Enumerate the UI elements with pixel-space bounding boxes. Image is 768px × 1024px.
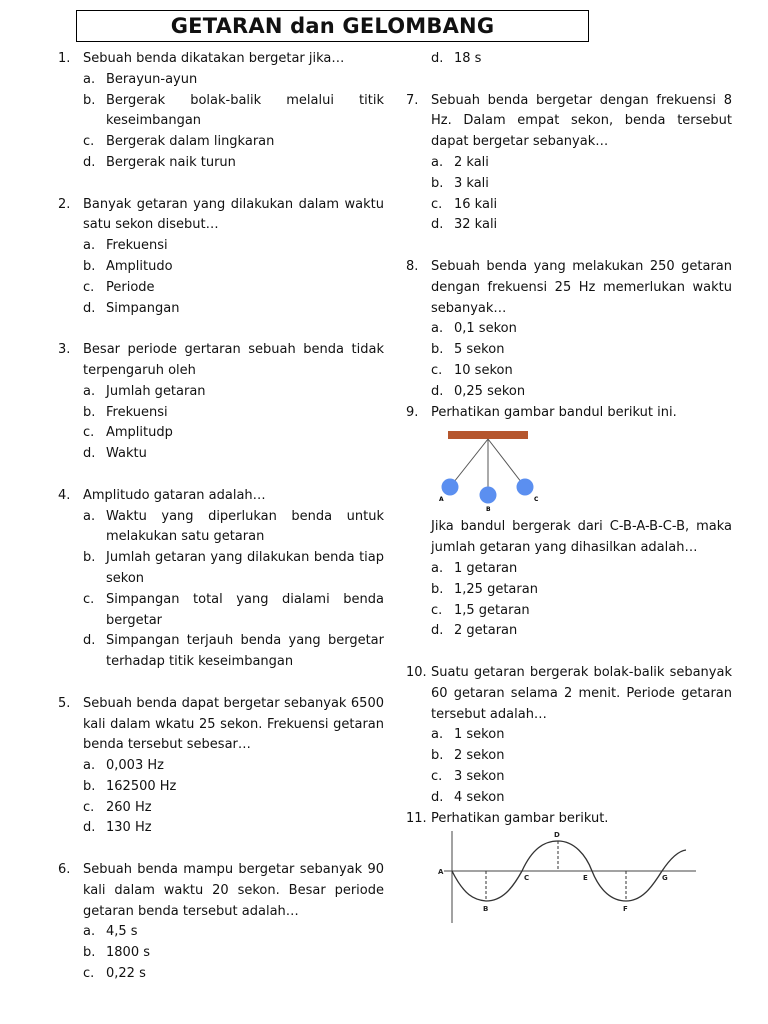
option-letter: d.: [83, 820, 96, 836]
option-letter: a.: [83, 383, 96, 399]
option-item: [431, 725, 732, 746]
option-text: 10 sekon: [454, 362, 513, 378]
option-letter: a.: [83, 508, 96, 524]
pendulum-support-bar: [448, 431, 528, 439]
option-text: 3 kali: [454, 175, 489, 191]
option-item: [83, 590, 384, 632]
question-5: [58, 694, 384, 756]
option-text: 4,5 s: [106, 924, 138, 940]
option-item: [83, 236, 384, 257]
question-number: 9.: [406, 404, 419, 420]
question-text-2: Jika bandul bergerak dari C-B-A-B-C-B, maka jumlah getaran yang dihasilkan adalah…: [431, 519, 732, 556]
options-list: [431, 319, 732, 402]
option-letter: b.: [83, 945, 96, 961]
pendulum-label-b: B: [486, 506, 491, 514]
option-item: [431, 174, 732, 195]
option-text: Frekuensi: [106, 238, 168, 254]
option-text: Waktu yang diperlukan benda untuk melakukan satu getaran: [106, 508, 384, 545]
option-item: [431, 382, 732, 403]
option-item: [431, 580, 732, 601]
options-list: [431, 559, 732, 642]
option-item: [83, 631, 384, 673]
option-letter: b.: [83, 258, 96, 274]
option-letter: a.: [431, 321, 444, 337]
option-letter: b.: [83, 92, 96, 108]
question-number: 10.: [406, 664, 427, 680]
option-letter: d.: [83, 633, 96, 649]
option-letter: c.: [83, 591, 95, 607]
option-text: Bergerak dalam lingkaran: [106, 134, 275, 150]
pendulum-label-a: A: [439, 496, 444, 504]
wave-label-g: G: [662, 874, 668, 883]
right-column: [406, 49, 732, 925]
option-text: Berayun-ayun: [106, 71, 198, 87]
option-item: [83, 777, 384, 798]
option-letter: a.: [83, 924, 96, 940]
option-text: 1,25 getaran: [454, 581, 538, 597]
option-letter: c.: [431, 602, 443, 618]
option-item: [431, 195, 732, 216]
question-3: [58, 340, 384, 382]
option-item: [83, 91, 384, 133]
option-text: 2 kali: [454, 154, 489, 170]
option-item: [431, 559, 732, 580]
option-text: Periode: [106, 279, 155, 295]
pendulum-label-c: C: [534, 496, 539, 504]
option-item: [431, 788, 732, 809]
option-item: [83, 507, 384, 549]
pendulum-figure: [433, 427, 543, 513]
option-text: 130 Hz: [106, 820, 152, 836]
question-text: Perhatikan gambar berikut.: [431, 810, 609, 826]
option-letter: b.: [431, 581, 444, 597]
option-item: [83, 299, 384, 320]
option-letter: c.: [83, 279, 95, 295]
option-letter: d.: [431, 383, 444, 399]
question-7: [406, 91, 732, 153]
option-letter: a.: [83, 71, 96, 87]
option-letter: c.: [431, 196, 443, 212]
option-item: [83, 818, 384, 839]
option-text: 0,003 Hz: [106, 758, 164, 774]
option-text: Waktu: [106, 446, 147, 462]
question-8: [406, 257, 732, 319]
option-item: [83, 756, 384, 777]
option-letter: c.: [83, 799, 95, 815]
option-item: [83, 423, 384, 444]
question-11: [406, 809, 732, 830]
option-text: Jumlah getaran yang dilakukan benda tiap sekon: [106, 550, 384, 586]
option-text: 32 kali: [454, 217, 498, 233]
title-box: [76, 10, 589, 42]
option-letter: d.: [431, 789, 444, 805]
wave-label-b: B: [483, 905, 489, 914]
option-text: 162500 Hz: [106, 778, 177, 794]
options-list: [83, 507, 384, 673]
option-letter: d.: [431, 51, 444, 66]
question-1: [58, 49, 384, 70]
option-letter: b.: [83, 404, 96, 420]
options-list: [83, 922, 384, 984]
option-letter: c.: [83, 966, 95, 982]
option-text: 2 getaran: [454, 623, 518, 639]
question-number: 2.: [58, 196, 71, 212]
option-item: [83, 943, 384, 964]
question-text: Suatu getaran bergerak bolak-balik sebanyak 60 getaran selama 2 menit. Periode getaran tersebut adalah…: [431, 664, 732, 722]
question-10: [406, 663, 732, 725]
option-text: 1 sekon: [454, 727, 505, 743]
question-6: [58, 860, 384, 922]
question-number: 8.: [406, 258, 419, 274]
option-text: 18 s: [454, 51, 482, 66]
option-letter: b.: [431, 175, 444, 191]
option-text: 260 Hz: [106, 799, 152, 815]
option-text: 1,5 getaran: [454, 602, 530, 618]
left-column: [58, 49, 384, 985]
option-item: [83, 798, 384, 819]
option-text: 1800 s: [106, 945, 150, 961]
option-text: Frekuensi: [106, 404, 168, 420]
option-item: [83, 922, 384, 943]
question-number: 3.: [58, 342, 71, 358]
option-text: Bergerak naik turun: [106, 154, 236, 170]
option-letter: b.: [431, 342, 444, 358]
option-text: Simpangan: [106, 300, 180, 316]
option-letter: d.: [83, 446, 96, 462]
option-letter: a.: [431, 560, 444, 576]
q9-text2-block: [431, 517, 732, 559]
option-item: [431, 767, 732, 788]
option-text: Bergerak bolak-balik melalui titik keseimbangan: [106, 92, 384, 129]
wave-label-f: F: [623, 905, 628, 914]
question-4: [58, 486, 384, 507]
option-text: 16 kali: [454, 196, 498, 212]
option-item: [431, 340, 732, 361]
option-item: [83, 444, 384, 465]
page-title: GETARAN dan GELOMBANG: [170, 14, 495, 38]
option-item: [431, 153, 732, 174]
question-text: Sebuah benda yang melakukan 250 getaran dengan frekuensi 25 Hz memerlukan waktu sebanyak…: [431, 258, 732, 316]
question-number: 6.: [58, 862, 71, 878]
option-text: 1 getaran: [454, 560, 518, 576]
option-letter: a.: [431, 154, 444, 170]
options-list: [431, 725, 732, 808]
option-text: 0,1 sekon: [454, 321, 517, 337]
option-item: [431, 319, 732, 340]
option-letter: d.: [431, 217, 444, 233]
option-item: [431, 621, 732, 642]
option-letter: b.: [431, 748, 444, 764]
options-list: [431, 153, 732, 236]
option-letter: d.: [83, 300, 96, 316]
option-letter: c.: [83, 425, 95, 441]
question-text: Sebuah benda mampu bergetar sebanyak 90 kali dalam waktu 20 sekon. Besar periode getaran benda tersebut adalah…: [83, 862, 384, 919]
option-text: 3 sekon: [454, 768, 505, 784]
option-item: [83, 278, 384, 299]
question-number: 11.: [406, 810, 427, 826]
option-text: Jumlah getaran: [106, 383, 206, 399]
options-list: [83, 70, 384, 174]
option-item: [431, 361, 732, 382]
wave-label-e: E: [583, 874, 588, 883]
question-number: 4.: [58, 487, 71, 503]
options-list: [83, 382, 384, 465]
option-text: 0,25 sekon: [454, 383, 526, 399]
q6-option-d: [431, 49, 732, 70]
option-text: Simpangan total yang dialami benda bergetar: [106, 591, 384, 628]
option-text: 0,22 s: [106, 966, 146, 982]
option-item: [83, 382, 384, 403]
option-letter: c.: [431, 362, 443, 378]
wave-label-c: C: [524, 874, 530, 883]
option-letter: c.: [83, 134, 95, 150]
option-text: Amplitudo: [106, 258, 173, 274]
pendulum-ball-b: [480, 487, 497, 504]
option-item: [431, 215, 732, 236]
pendulum-string-left: [450, 439, 488, 487]
question-text: Besar periode gertaran sebuah benda tidak terpengaruh oleh: [83, 342, 384, 378]
option-item: [83, 257, 384, 278]
option-text: 4 sekon: [454, 789, 505, 805]
question-text: Sebuah benda bergetar dengan frekuensi 8 Hz. Dalam empat sekon, benda tersebut dapat bergetar sebanyak…: [431, 92, 732, 150]
option-letter: d.: [431, 623, 444, 639]
option-letter: b.: [83, 550, 96, 566]
question-2: [58, 195, 384, 237]
option-item: [83, 548, 384, 590]
option-item: [431, 746, 732, 767]
wave-label-a: A: [438, 868, 444, 877]
question-number: 5.: [58, 695, 71, 711]
option-letter: d.: [83, 154, 96, 170]
option-item: [431, 601, 732, 622]
option-letter: a.: [431, 727, 444, 743]
wave-figure: [428, 829, 698, 925]
option-text: Simpangan terjauh benda yang bergetar terhadap titik keseimbangan: [106, 633, 384, 670]
question-text: Sebuah benda dapat bergetar sebanyak 6500 kali dalam wkatu 25 sekon. Frekuensi getaran benda tersebut sebesar…: [83, 695, 384, 753]
question-text: Perhatikan gambar bandul berikut ini.: [431, 404, 677, 420]
pendulum-string-right: [488, 439, 525, 487]
option-item: [83, 153, 384, 174]
option-letter: b.: [83, 778, 96, 794]
options-list: [83, 756, 384, 839]
option-letter: a.: [83, 758, 96, 774]
option-item: [83, 132, 384, 153]
option-text: 2 sekon: [454, 748, 505, 764]
question-text: Amplitudo gataran adalah…: [83, 487, 266, 503]
wave-label-d: D: [554, 831, 560, 840]
pendulum-ball-c: [517, 479, 534, 496]
question-text: Banyak getaran yang dilakukan dalam waktu satu sekon disebut…: [83, 196, 384, 233]
option-item: [83, 70, 384, 91]
question-9: [406, 403, 732, 424]
option-item: [83, 403, 384, 424]
option-text: 5 sekon: [454, 342, 505, 358]
pendulum-ball-a: [442, 479, 459, 496]
question-text: Sebuah benda dikatakan bergetar jika…: [83, 51, 345, 66]
question-number: 7.: [406, 92, 419, 108]
option-letter: a.: [83, 238, 96, 254]
option-text: Amplitudp: [106, 425, 173, 441]
option-letter: c.: [431, 768, 443, 784]
question-number: 1.: [58, 51, 71, 66]
option-item: [83, 964, 384, 985]
options-list: [83, 236, 384, 319]
